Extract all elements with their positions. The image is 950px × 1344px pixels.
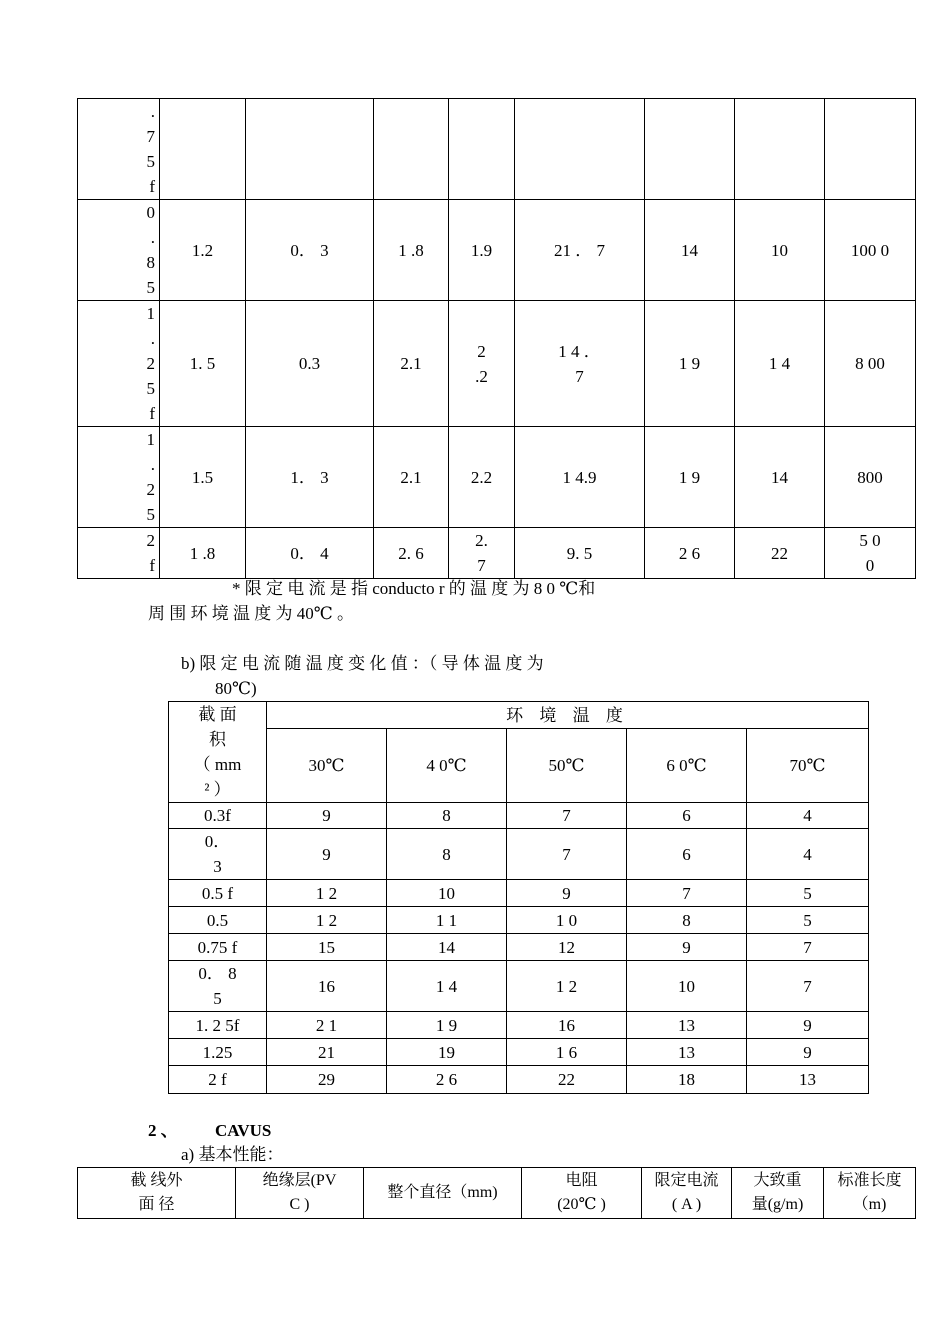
- header-cell: 标准长度 （m): [824, 1168, 916, 1219]
- cell: 6: [627, 803, 747, 829]
- cell: 1 9: [645, 301, 735, 427]
- table-row: [78, 528, 916, 579]
- cell: 9: [267, 829, 387, 880]
- cell: 7: [747, 934, 869, 961]
- cell: 9: [747, 1012, 869, 1039]
- cell: 1 0: [507, 907, 627, 934]
- cell: 2. 6: [374, 528, 449, 579]
- cell: 2.2: [449, 427, 515, 528]
- header-cell: 截 线外 面 径: [78, 1168, 236, 1219]
- table-row: [169, 1012, 869, 1039]
- cell: 2 .2: [449, 301, 515, 427]
- cell: 8: [627, 907, 747, 934]
- cell: 1． 3: [246, 427, 374, 528]
- table-row: [169, 829, 869, 880]
- wire-spec-table: [77, 98, 916, 579]
- table-row: [78, 301, 916, 427]
- cell: 13: [627, 1039, 747, 1066]
- cell: 1.9: [449, 200, 515, 301]
- header-cell: 大致重 量(g/m): [732, 1168, 824, 1219]
- cell: 1 4 ． 7: [515, 301, 645, 427]
- area-cell: 0.5 f: [169, 880, 267, 907]
- cell: 1 4: [735, 301, 825, 427]
- cell: 7: [507, 803, 627, 829]
- cell: 9: [747, 1039, 869, 1066]
- section-2-number: 2 、: [148, 1121, 178, 1140]
- cell: 13: [747, 1066, 869, 1094]
- temp-header: 30℃: [267, 729, 387, 803]
- cell: [160, 99, 246, 200]
- table-row: [169, 803, 869, 829]
- area-cell: 0.5: [169, 907, 267, 934]
- cell: 8: [387, 803, 507, 829]
- cell: 6: [627, 829, 747, 880]
- cell: [374, 99, 449, 200]
- cell: 1 .8: [374, 200, 449, 301]
- note-line-1: * 限 定 电 流 是 指 conducto r 的 温 度 为 8 0 ℃和: [232, 579, 596, 598]
- cell: 1 9: [387, 1012, 507, 1039]
- cell: 4: [747, 803, 869, 829]
- cell: [515, 99, 645, 200]
- cell: 1. 5: [160, 301, 246, 427]
- table-row: [169, 1066, 869, 1094]
- table-row: [78, 427, 916, 528]
- table-row: [169, 880, 869, 907]
- cell: 9: [267, 803, 387, 829]
- area-cell: 0.3f: [169, 803, 267, 829]
- cell: 16: [267, 961, 387, 1012]
- cell: 1 .8: [160, 528, 246, 579]
- cell: 14: [645, 200, 735, 301]
- cell: 12: [507, 934, 627, 961]
- cell: 15: [267, 934, 387, 961]
- cell: 14: [735, 427, 825, 528]
- cell: 1 4.9: [515, 427, 645, 528]
- cell: 10: [387, 880, 507, 907]
- cell: 0.3: [246, 301, 374, 427]
- area-cell: 0 . 8 5: [78, 200, 160, 301]
- cell: 2. 7: [449, 528, 515, 579]
- cell: 0． 4: [246, 528, 374, 579]
- note-line-2: 周 围 环 境 温 度 为 40℃ 。: [148, 604, 355, 623]
- cell: 5 0 0: [825, 528, 916, 579]
- cell: 7: [627, 880, 747, 907]
- cell: 19: [387, 1039, 507, 1066]
- cell: 7: [747, 961, 869, 1012]
- cell: 800: [825, 427, 916, 528]
- cell: 13: [627, 1012, 747, 1039]
- table-row: [78, 200, 916, 301]
- section-2-subtitle: a) 基本性能：: [181, 1145, 284, 1164]
- cell: 100 0: [825, 200, 916, 301]
- cell: 2 6: [387, 1066, 507, 1094]
- cell: 10: [627, 961, 747, 1012]
- header-row: [169, 702, 869, 729]
- cell: [449, 99, 515, 200]
- cell: 1 9: [645, 427, 735, 528]
- area-cell: 0.75 f: [169, 934, 267, 961]
- area-cell: 0． 8 5: [169, 961, 267, 1012]
- cell: 1 2: [267, 907, 387, 934]
- header-cell: 绝缘层(PV C ): [236, 1168, 364, 1219]
- cell: 2 6: [645, 528, 735, 579]
- area-cell: 1 . 2 5: [78, 427, 160, 528]
- cell: 1 1: [387, 907, 507, 934]
- header-cell: 电阻 (20℃ ): [522, 1168, 642, 1219]
- cell: [735, 99, 825, 200]
- area-cell: 0． 3: [169, 829, 267, 880]
- cell: 2.1: [374, 427, 449, 528]
- area-cell: 1.25: [169, 1039, 267, 1066]
- cell: 2.1: [374, 301, 449, 427]
- cell: [645, 99, 735, 200]
- section-b-title-cont: 80℃): [215, 679, 257, 698]
- cell: 1.2: [160, 200, 246, 301]
- table-row: [78, 99, 916, 200]
- temp-header: 6 0℃: [627, 729, 747, 803]
- cell: 29: [267, 1066, 387, 1094]
- table-row: [169, 961, 869, 1012]
- ambient-temp-header: 环 境 温 度: [267, 702, 869, 729]
- cell: 5: [747, 880, 869, 907]
- cell: 1 4: [387, 961, 507, 1012]
- table-row: [169, 1039, 869, 1066]
- cell: 8: [387, 829, 507, 880]
- section-2-title: CAVUS: [215, 1121, 272, 1140]
- cell: 1.5: [160, 427, 246, 528]
- cell: 0． 3: [246, 200, 374, 301]
- cell: 1 2: [267, 880, 387, 907]
- area-cell: 1 . 2 5 f: [78, 301, 160, 427]
- header-cell: 整个直径（mm): [364, 1168, 522, 1219]
- temp-header: 50℃: [507, 729, 627, 803]
- temp-header: 70℃: [747, 729, 869, 803]
- cell: 14: [387, 934, 507, 961]
- header-cell: 限定电流 ( A ): [642, 1168, 732, 1219]
- area-cell: . 7 5 f: [78, 99, 160, 200]
- header-row: [169, 729, 869, 803]
- table-row: [169, 907, 869, 934]
- area-header: 截 面 积 （ mm ² ）: [169, 702, 267, 803]
- cell: 9. 5: [515, 528, 645, 579]
- cell: 8 00: [825, 301, 916, 427]
- cavus-spec-table: [77, 1167, 916, 1219]
- cell: 22: [507, 1066, 627, 1094]
- cell: 5: [747, 907, 869, 934]
- cell: 10: [735, 200, 825, 301]
- area-cell: 1. 2 5f: [169, 1012, 267, 1039]
- cell: 22: [735, 528, 825, 579]
- current-temperature-table: [168, 701, 869, 1094]
- cell: 9: [627, 934, 747, 961]
- table-row: [169, 934, 869, 961]
- cell: 4: [747, 829, 869, 880]
- cell: 2 1: [267, 1012, 387, 1039]
- temp-header: 4 0℃: [387, 729, 507, 803]
- cell: 21: [267, 1039, 387, 1066]
- cell: 1 2: [507, 961, 627, 1012]
- cell: 1 6: [507, 1039, 627, 1066]
- cell: 7: [507, 829, 627, 880]
- area-cell: 2 f: [78, 528, 160, 579]
- cell: 21 ． 7: [515, 200, 645, 301]
- cell: [825, 99, 916, 200]
- header-row: [78, 1168, 916, 1219]
- section-b-title: b) 限 定 电 流 随 温 度 变 化 值 ：（ 导 体 温 度 为: [181, 654, 544, 673]
- cell: 18: [627, 1066, 747, 1094]
- cell: 9: [507, 880, 627, 907]
- cell: 16: [507, 1012, 627, 1039]
- cell: [246, 99, 374, 200]
- area-cell: 2 f: [169, 1066, 267, 1094]
